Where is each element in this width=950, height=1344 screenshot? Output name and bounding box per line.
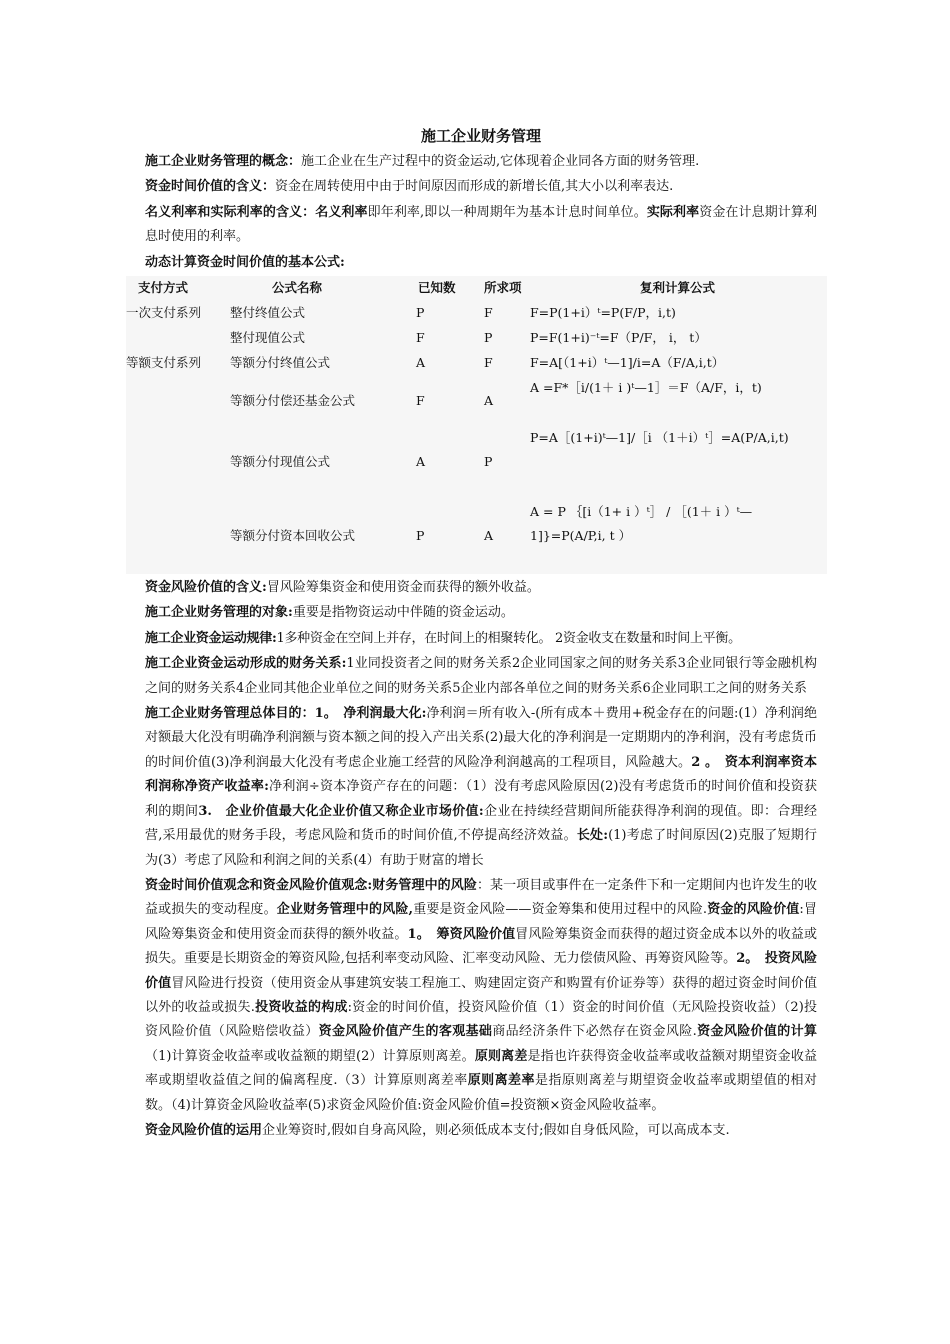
- table-cell-mode: 等额支付系列: [126, 355, 202, 371]
- table-cell-formula: A =F*［i/(1＋ i )ᵗ—1］＝F（A/F，i，t): [530, 380, 762, 396]
- paragraph-overall-goal: 施工企业财务管理总体目的：1。 净利润最大化:净利润＝所有收入-(所有成本＋费用+税金存在的问题:(1）净利润绝对额最大化没有明确净利润额与资本额之间的投入产出关系(2)最大化的净利润是一定期期内的净利润，没有考虑货币的时间价值(3)净利润最大化没有考虑企业施工经营的风险净利润越高的工程项目，风险越大。2 。 资本利润率资本利润称净资产收益率:净利润÷资本净资产存在的问题：（1）没有考虑风险原因(2)没有考虑货币的时间价值和投资获利的期间3. 企业价值最大化企业价值又称企业市场价值:企业在持续经营期间所能获得净利润的现值。即：合理经营,采用最优的财务手段，考虑风险和货币的时间价值,不停提高经济效益。长处:(1)考虑了时间原因(2)克服了短期行为(3）考虑了风险和利润之间的关系(4）有助于财富的增长: [145, 706, 818, 868]
- column-header-known: 已知数: [418, 280, 456, 296]
- table-cell-sought: A: [484, 528, 494, 544]
- paragraph-interest-rate: 名义利率和实际利率的含义：名义利率即年利率,即以一种周期年为基本计息时间单位。实际利率资金在计息期计算利息时使用的利率。: [145, 204, 817, 245]
- paragraph-movement-law: 施工企业资金运动规律:1多种资金在空间上并存，在时间上的相聚转化。 2资金收支在数量和时间上平衡。: [145, 630, 741, 646]
- table-cell-known: F: [416, 330, 425, 346]
- paragraph-formula-heading: 动态计算资金时间价值的基本公式:: [145, 254, 345, 270]
- table-cell-name: 等额分付偿还基金公式: [230, 393, 356, 409]
- table-cell-known: P: [416, 528, 425, 544]
- table-cell-sought: F: [484, 305, 493, 321]
- table-cell-formula: P=F(1+i)⁻ᵗ=F（P/F， i， t）: [530, 330, 707, 346]
- paragraph-risk-value: 资金风险价值的含义:冒风险筹集资金和使用资金而获得的额外收益。: [145, 580, 540, 596]
- table-cell-name: 等额分付资本回收公式: [230, 528, 356, 544]
- table-cell-known: A: [416, 454, 426, 470]
- table-cell-name: 等额分付现值公式: [230, 454, 331, 470]
- table-cell-sought: F: [484, 355, 493, 371]
- formula-table: [126, 276, 827, 574]
- table-cell-known: P: [416, 305, 425, 321]
- table-cell-name: 等额分付终值公式: [230, 355, 331, 371]
- table-cell-known: A: [416, 355, 426, 371]
- table-cell-formula: A = P ｛[i（1+ i ）ᵗ］ / ［(1＋ i ）ᵗ—1]}=P(A/P,i, t ）: [530, 504, 753, 544]
- table-cell-formula: F=A[（1+i）ᵗ—1]/i=A（F/A,i,t）: [530, 355, 725, 371]
- column-header-sought: 所求项: [484, 280, 522, 296]
- paragraph-concept: 施工企业财务管理的概念：施工企业在生产过程中的资金运动,它体现着企业同各方面的财务管理.: [145, 154, 700, 169]
- table-cell-sought: P: [484, 330, 493, 346]
- table-cell-known: F: [416, 393, 425, 409]
- document-title: 施工企业财务管理: [420, 127, 541, 145]
- paragraph-object: 施工企业财务管理的对象:重要是指物资运动中伴随的资金运动。: [145, 605, 514, 621]
- column-header-formula: 复利计算公式: [640, 280, 716, 296]
- paragraph-risk-application: 资金风险价值的运用企业筹资时,假如自身高风险，则必须低成本支付;假如自身低风险，可以高成本支.: [145, 1122, 730, 1138]
- term: 施工企业财务管理的概念：: [145, 154, 302, 169]
- table-cell-sought: A: [484, 393, 494, 409]
- table-cell-mode: 一次支付系列: [126, 305, 202, 321]
- paragraph-risk-concepts: 资金时间价值观念和资金风险价值观念:财务管理中的风险：某一项目或事件在一定条件下和一定期间内也许发生的收益或损失的变动程度。企业财务管理中的风险,重要是资金风险——资金筹集和使用过程中的风险.资金的风险价值:冒风险筹集资金和使用资金而获得的额外收益。1。 筹资风险价值冒风险筹集资金而获得的超过资金成本以外的收益或损失。重要是长期资金的筹资风险,包括利率变动风险、汇率变动风险、无力偿债风险、再筹资风险等。2。 投资风险价值冒风险进行投资（使用资金从事建筑安装工程施工、购建固定资产和购置有价证券等）获得的超过资金时间价值以外的收益或损失.投资收益的构成:资金的时间价值，投资风险价值（1）资金的时间价值（无风险投资收益）（2)投资风险价值（风险赔偿收益）资金风险价值产生的客观基础商品经济条件下必然存在资金风险.资金风险价值的计算（1)计算资金收益率或收益额的期望(2）计算原则离差。原则离差是指也许获得资金收益率或收益额对期望资金收益率或期望收益值之间的偏离程度.（3）计算原则离差率原则离差率是指原则离差与期望资金收益率或期望值的相对数。（4)计算资金风险收益率(5)求资金风险价值:资金风险价值=投资额×资金风险收益率。: [145, 877, 818, 1113]
- table-cell-name: 整付现值公式: [230, 330, 306, 346]
- table-cell-formula: F=P(1+i）ᵗ=P(F/P，i,t): [530, 305, 676, 321]
- document-page: [126, 126, 818, 1144]
- paragraph-financial-relations: 施工企业资金运动形成的财务关系:1业同投资者之间的财务关系2企业同国家之间的财务关系3企业同银行等金融机构之间的财务关系4企业同其他企业单位之间的财务关系5企业内部各单位之间的财务关系6企业同职工之间的财务关系: [145, 656, 817, 696]
- table-cell-formula: P=A［(1+i)ᵗ—1]/［i （1＋i）ᵗ］=A(P/A,i,t): [530, 430, 789, 446]
- term: 资金时间价值的含义：: [145, 179, 276, 195]
- column-header-name: 公式名称: [272, 280, 323, 296]
- paragraph-time-value: 资金时间价值的含义：资金在周转使用中由于时间原因而形成的新增长值,其大小以利率表达.: [145, 179, 674, 195]
- table-cell-name: 整付终值公式: [230, 305, 306, 321]
- table-cell-sought: P: [484, 454, 493, 470]
- column-header-mode: 支付方式: [138, 280, 189, 296]
